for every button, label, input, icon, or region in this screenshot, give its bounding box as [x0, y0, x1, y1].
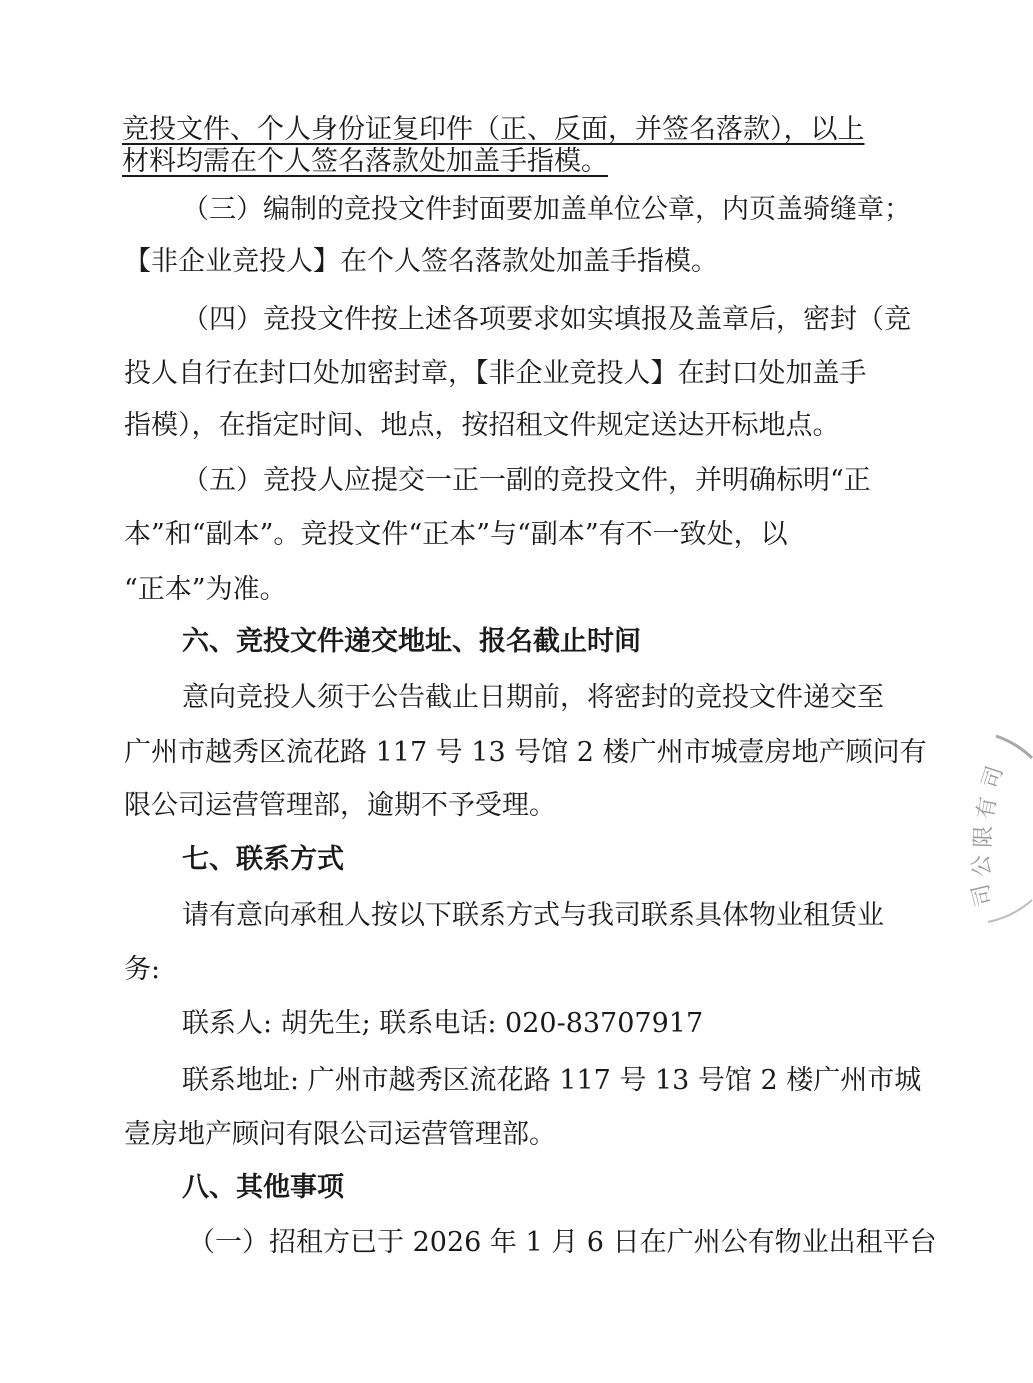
- paragraph-line: “正本”为准。: [124, 574, 287, 605]
- svg-text:司: 司: [968, 881, 998, 909]
- paragraph-line: 务:: [124, 954, 161, 985]
- paragraph-line: 竞投文件、个人身份证复印件（正、反面，并签名落款），以上: [122, 114, 865, 145]
- paragraph-line: 指模），在指定时间、地点，按招租文件规定送达开标地点。: [124, 410, 840, 441]
- paragraph-line: 限公司运营管理部，逾期不予受理。: [124, 790, 556, 821]
- address-line: 壹房地产顾问有限公司运营管理部。: [124, 1119, 556, 1150]
- svg-text:司: 司: [977, 763, 1009, 792]
- paragraph-line: 本”和“副本”。竞投文件“正本”与“副本”有不一致处，以: [124, 519, 788, 550]
- paragraph-line: 广州市越秀区流花路 117 号 13 号馆 2 楼广州市城壹房地产顾问有: [124, 737, 927, 768]
- section-heading: 六、竞投文件递交地址、报名截止时间: [182, 626, 641, 657]
- svg-text:公: 公: [968, 853, 996, 878]
- paragraph-line: 材料均需在个人签名落款处加盖手指模。: [122, 146, 608, 177]
- svg-text:有: 有: [973, 795, 1002, 822]
- paragraph-line: （四）竞投文件按上述各项要求如实填报及盖章后，密封（竞: [182, 304, 911, 335]
- address-line: 联系地址: 广州市越秀区流花路 117 号 13 号馆 2 楼广州市城: [182, 1065, 922, 1096]
- company-seal: [968, 728, 1033, 928]
- paragraph-line: （一）招租方已于 2026 年 1 月 6 日在广州公有物业出租平台: [188, 1227, 937, 1258]
- paragraph-line: 请有意向承租人按以下联系方式与我司联系具体物业租赁业: [182, 900, 884, 931]
- paragraph-line: 投人自行在封口处加密封章，【非企业竞投人】在封口处加盖手: [124, 358, 867, 389]
- paragraph-line: （五）竞投人应提交一正一副的竞投文件，并明确标明“正: [182, 465, 871, 496]
- section-heading: 七、联系方式: [182, 844, 344, 875]
- svg-text:限: 限: [971, 825, 997, 849]
- paragraph-line: 【非企业竞投人】在个人签名落款处加盖手指模。: [124, 246, 718, 277]
- paragraph-line: 意向竞投人须于公告截止日期前，将密封的竞投文件递交至: [182, 682, 884, 713]
- paragraph-line: （三）编制的竞投文件封面要加盖单位公章，内页盖骑缝章；: [182, 194, 911, 225]
- section-heading: 八、其他事项: [182, 1172, 344, 1203]
- contact-line: 联系人: 胡先生; 联系电话: 020-83707917: [182, 1008, 704, 1039]
